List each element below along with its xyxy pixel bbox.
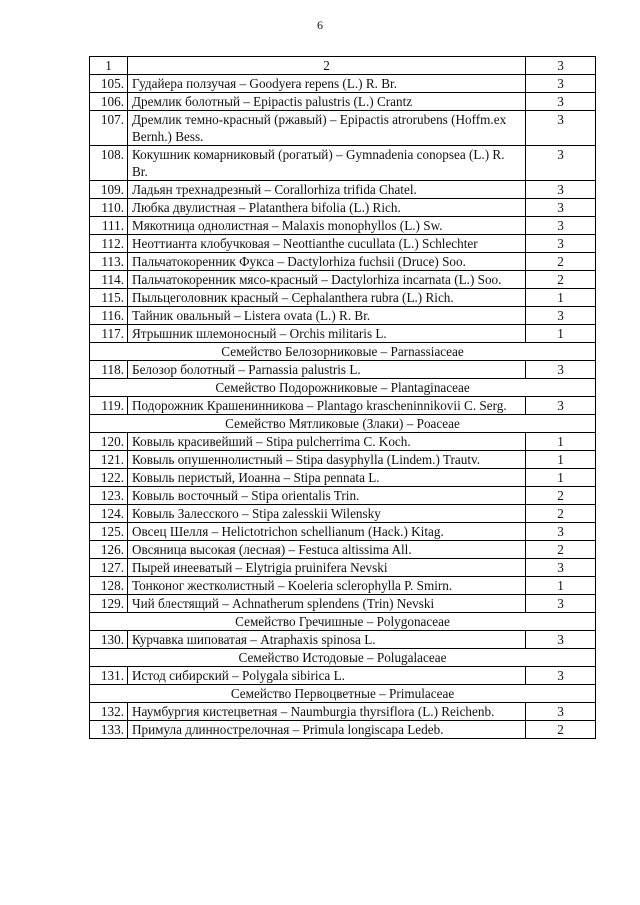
header-col-1: 1: [90, 57, 128, 75]
species-name: Дремлик темно-красный (ржавый) – Epipactis atrorubens (Hoffm.ex Bernh.) Bess.: [128, 111, 526, 146]
table-row: [90, 703, 596, 721]
family-header-row: [90, 613, 596, 631]
rarity-category: 1: [526, 289, 596, 307]
rarity-category: 1: [526, 469, 596, 487]
table-row: [90, 505, 596, 523]
row-number: 109.: [90, 181, 128, 199]
row-number: 117.: [90, 325, 128, 343]
table-row: [90, 667, 596, 685]
table-row: [90, 181, 596, 199]
row-number: 118.: [90, 361, 128, 379]
family-name: Семейство Гречишные – Polygonaceae: [90, 613, 596, 631]
rarity-category: 3: [526, 146, 596, 181]
rarity-category: 3: [526, 631, 596, 649]
family-header-row: [90, 343, 596, 361]
species-name: Дремлик болотный – Epipactis palustris (L.) Crantz: [128, 93, 526, 111]
row-number: 122.: [90, 469, 128, 487]
row-number: 107.: [90, 111, 128, 146]
rarity-category: 1: [526, 433, 596, 451]
species-name: Белозор болотный – Parnassia palustris L.: [128, 361, 526, 379]
family-name: Семейство Мятликовые (Злаки) – Poaceae: [90, 415, 596, 433]
table-row: [90, 271, 596, 289]
row-number: 112.: [90, 235, 128, 253]
rarity-category: 3: [526, 93, 596, 111]
row-number: 116.: [90, 307, 128, 325]
table-row: [90, 469, 596, 487]
row-number: 127.: [90, 559, 128, 577]
rarity-category: 1: [526, 451, 596, 469]
rarity-category: 2: [526, 541, 596, 559]
species-name: Курчавка шиповатая – Atraphaxis spinosa L.: [128, 631, 526, 649]
page-number: 6: [317, 18, 323, 32]
row-number: 111.: [90, 217, 128, 235]
species-name: Тонконог жестколистный – Koeleria sclerophylla P. Smirn.: [128, 577, 526, 595]
rarity-category: 3: [526, 703, 596, 721]
row-number: 125.: [90, 523, 128, 541]
species-name: Неоттианта клобучковая – Neottianthe cucullata (L.) Schlechter: [128, 235, 526, 253]
table-row: [90, 433, 596, 451]
row-number: 123.: [90, 487, 128, 505]
species-name: Пырей инееватый – Elytrigia pruinifera Nevski: [128, 559, 526, 577]
species-name: Примула длиннострелочная – Primula longiscapa Ledeb.: [128, 721, 526, 739]
table-row: [90, 146, 596, 181]
species-name: Ладьян трехнадрезный – Corallorhiza trifida Chatel.: [128, 181, 526, 199]
family-name: Семейство Первоцветные – Primulaceae: [90, 685, 596, 703]
species-name: Подорожник Крашенинникова – Plantago krascheninnikovii C. Serg.: [128, 397, 526, 415]
row-number: 106.: [90, 93, 128, 111]
row-number: 115.: [90, 289, 128, 307]
rarity-category: 3: [526, 559, 596, 577]
rarity-category: 1: [526, 577, 596, 595]
row-number: 132.: [90, 703, 128, 721]
table-row: [90, 289, 596, 307]
table-row: [90, 541, 596, 559]
species-name: Мякотница однолистная – Malaxis monophyllos (L.) Sw.: [128, 217, 526, 235]
rarity-category: 1: [526, 325, 596, 343]
species-name: Пальчатокоренник Фукса – Dactylorhiza fuchsii (Druce) Soo.: [128, 253, 526, 271]
family-name: Семейство Подорожниковые – Plantaginaceae: [90, 379, 596, 397]
family-name: Семейство Истодовые – Polugalaceae: [90, 649, 596, 667]
table-row: [90, 577, 596, 595]
rarity-category: 2: [526, 505, 596, 523]
species-name: Ковыль восточный – Stipa orientalis Trin.: [128, 487, 526, 505]
species-name: Пыльцеголовник красный – Cephalanthera rubra (L.) Rich.: [128, 289, 526, 307]
row-number: 113.: [90, 253, 128, 271]
row-number: 120.: [90, 433, 128, 451]
table-row: [90, 217, 596, 235]
row-number: 130.: [90, 631, 128, 649]
rarity-category: 2: [526, 271, 596, 289]
table-row: [90, 523, 596, 541]
header-col-2: 2: [128, 57, 526, 75]
row-number: 124.: [90, 505, 128, 523]
rarity-category: 3: [526, 217, 596, 235]
row-number: 128.: [90, 577, 128, 595]
table-row: [90, 235, 596, 253]
rarity-category: 3: [526, 111, 596, 146]
table-row: [90, 631, 596, 649]
species-name: Тайник овальный – Listera ovata (L.) R. Br.: [128, 307, 526, 325]
rarity-category: 3: [526, 307, 596, 325]
rarity-category: 3: [526, 595, 596, 613]
rarity-category: 3: [526, 235, 596, 253]
species-name: Ятрышник шлемоносный – Orchis militaris L.: [128, 325, 526, 343]
family-header-row: [90, 685, 596, 703]
species-name: Ковыль красивейший – Stipa pulcherrima C. Koch.: [128, 433, 526, 451]
table-row: [90, 487, 596, 505]
table-row: [90, 397, 596, 415]
table-row: [90, 307, 596, 325]
family-header-row: [90, 379, 596, 397]
row-number: 129.: [90, 595, 128, 613]
species-table: [89, 56, 596, 739]
table-row: [90, 451, 596, 469]
rarity-category: 3: [526, 75, 596, 93]
rarity-category: 2: [526, 487, 596, 505]
row-number: 126.: [90, 541, 128, 559]
species-name: Чий блестящий – Achnatherum splendens (Trin) Nevski: [128, 595, 526, 613]
row-number: 119.: [90, 397, 128, 415]
table-row: [90, 253, 596, 271]
rarity-category: 3: [526, 667, 596, 685]
row-number: 110.: [90, 199, 128, 217]
table-row: [90, 75, 596, 93]
species-name: Ковыль Залесского – Stipa zalesskii Wilensky: [128, 505, 526, 523]
row-number: 121.: [90, 451, 128, 469]
table-row: [90, 325, 596, 343]
row-number: 105.: [90, 75, 128, 93]
family-name: Семейство Белозорниковые – Parnassiaceae: [90, 343, 596, 361]
species-name: Гудайера ползучая – Goodyera repens (L.) R. Br.: [128, 75, 526, 93]
table-row: [90, 721, 596, 739]
species-name: Наумбургия кистецветная – Naumburgia thyrsiflora (L.) Reichenb.: [128, 703, 526, 721]
row-number: 131.: [90, 667, 128, 685]
species-name: Пальчатокоренник мясо-красный – Dactylorhiza incarnata (L.) Soo.: [128, 271, 526, 289]
rarity-category: 3: [526, 523, 596, 541]
row-number: 114.: [90, 271, 128, 289]
table-row: [90, 111, 596, 146]
rarity-category: 3: [526, 181, 596, 199]
row-number: 133.: [90, 721, 128, 739]
rarity-category: 3: [526, 397, 596, 415]
species-name: Кокушник комарниковый (рогатый) – Gymnadenia conopsea (L.) R. Br.: [128, 146, 526, 181]
table-row: [90, 361, 596, 379]
species-name: Овсяница высокая (лесная) – Festuca altissima All.: [128, 541, 526, 559]
table-row: [90, 199, 596, 217]
species-name: Ковыль опушеннолистный – Stipa dasyphylla (Lindem.) Trautv.: [128, 451, 526, 469]
species-name: Истод сибирский – Polygala sibirica L.: [128, 667, 526, 685]
family-header-row: [90, 415, 596, 433]
rarity-category: 3: [526, 361, 596, 379]
rarity-category: 2: [526, 253, 596, 271]
family-header-row: [90, 649, 596, 667]
table-header-row: [90, 57, 596, 75]
rarity-category: 2: [526, 721, 596, 739]
species-name: Овсец Шелля – Helictotrichon schellianum (Hack.) Kitag.: [128, 523, 526, 541]
row-number: 108.: [90, 146, 128, 181]
rarity-category: 3: [526, 199, 596, 217]
table-row: [90, 559, 596, 577]
header-col-3: 3: [526, 57, 596, 75]
table-row: [90, 93, 596, 111]
table-row: [90, 595, 596, 613]
species-name: Любка двулистная – Platanthera bifolia (L.) Rich.: [128, 199, 526, 217]
species-name: Ковыль перистый, Иоанна – Stipa pennata L.: [128, 469, 526, 487]
